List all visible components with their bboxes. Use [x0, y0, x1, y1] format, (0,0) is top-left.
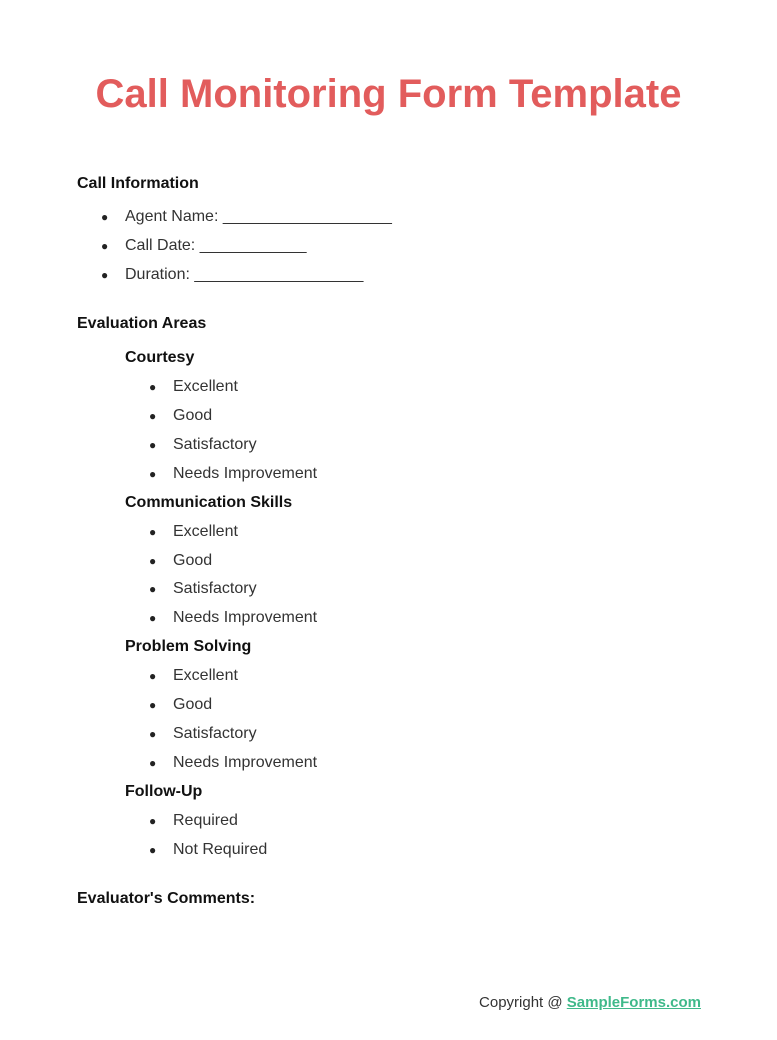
- call-date-item: [101, 236, 307, 256]
- option-label: Needs Improvement: [173, 609, 318, 626]
- duration-item: [101, 265, 364, 285]
- option-label: Needs Improvement: [173, 465, 318, 482]
- communication-skills-option: [149, 522, 238, 542]
- option-label: Excellent: [173, 378, 238, 395]
- bullet-icon: ●: [149, 698, 157, 712]
- copyright-text: Copyright @: [479, 994, 567, 1011]
- bullet-icon: ●: [149, 380, 157, 394]
- bullet-icon: ●: [149, 582, 157, 596]
- courtesy-option: [149, 377, 238, 397]
- agent-name-label: Agent Name: ___________________: [125, 208, 392, 225]
- option-label: Good: [173, 407, 213, 424]
- follow-up-heading: Follow-Up: [125, 783, 203, 800]
- bullet-icon: ●: [149, 467, 157, 481]
- courtesy-option: [149, 464, 318, 484]
- bullet-icon: ●: [149, 756, 157, 770]
- evaluator-comments-heading: Evaluator's Comments:: [77, 890, 256, 907]
- option-label: Satisfactory: [173, 436, 257, 453]
- problem-solving-option: [149, 753, 318, 773]
- bullet-icon: ●: [149, 525, 157, 539]
- duration-label: Duration: ___________________: [125, 266, 364, 283]
- courtesy-option: [149, 435, 257, 455]
- option-label: Good: [173, 552, 213, 569]
- option-label: Needs Improvement: [173, 754, 318, 771]
- bullet-icon: ●: [101, 210, 109, 224]
- bullet-icon: ●: [101, 268, 109, 282]
- problem-solving-option: [149, 724, 257, 744]
- problem-solving-option: [149, 695, 213, 715]
- call-date-label: Call Date: ____________: [125, 237, 307, 254]
- option-label: Satisfactory: [173, 725, 257, 742]
- copyright-footer: [479, 993, 701, 1013]
- option-label: Excellent: [173, 523, 238, 540]
- follow-up-option: [149, 811, 238, 831]
- communication-skills-option: [149, 579, 257, 599]
- communication-skills-option: [149, 551, 213, 571]
- bullet-icon: ●: [149, 814, 157, 828]
- call-information-heading: Call Information: [77, 175, 199, 192]
- follow-up-option: [149, 840, 268, 860]
- communication-skills-option: [149, 608, 318, 628]
- bullet-icon: ●: [149, 611, 157, 625]
- option-label: Satisfactory: [173, 580, 257, 597]
- courtesy-option: [149, 406, 213, 426]
- page-title: Call Monitoring Form Template: [95, 72, 682, 116]
- bullet-icon: ●: [149, 409, 157, 423]
- option-label: Good: [173, 696, 213, 713]
- bullet-icon: ●: [149, 554, 157, 568]
- bullet-icon: ●: [149, 727, 157, 741]
- agent-name-item: [101, 207, 392, 227]
- problem-solving-option: [149, 666, 238, 686]
- option-label: Required: [173, 812, 238, 829]
- communication-skills-heading: Communication Skills: [125, 494, 293, 511]
- problem-solving-heading: Problem Solving: [125, 638, 252, 655]
- courtesy-heading: Courtesy: [125, 349, 195, 366]
- bullet-icon: ●: [149, 438, 157, 452]
- evaluation-areas-heading: Evaluation Areas: [77, 315, 207, 332]
- option-label: Excellent: [173, 667, 238, 684]
- bullet-icon: ●: [149, 669, 157, 683]
- brand-link[interactable]: SampleForms.com: [566, 994, 701, 1011]
- bullet-icon: ●: [149, 843, 157, 857]
- bullet-icon: ●: [101, 239, 109, 253]
- option-label: Not Required: [173, 841, 268, 858]
